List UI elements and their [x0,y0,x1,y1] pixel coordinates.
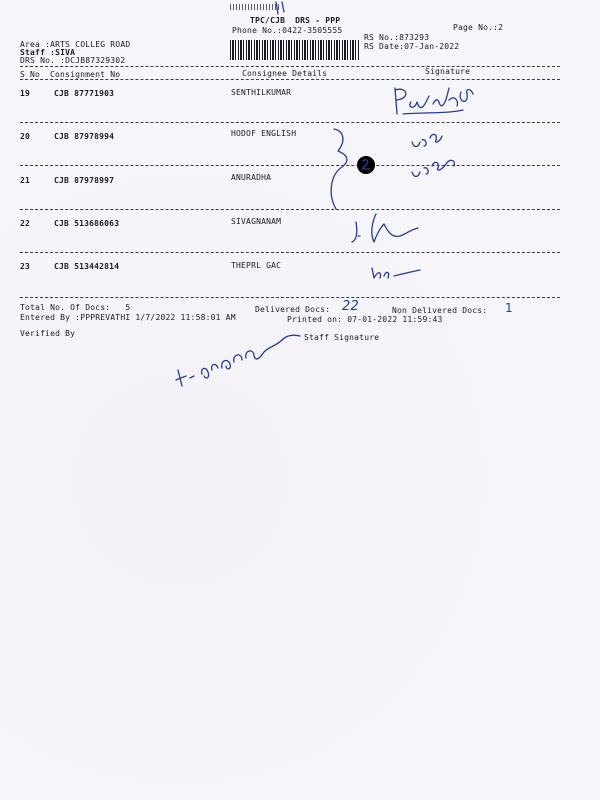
row-divider [20,209,560,210]
row-consignment: CJB 87978994 [54,132,115,141]
col-header-signature: Signature [425,67,471,76]
row22-handwritten-signature [348,210,428,250]
delivered-docs-value: 22 [342,299,359,314]
table-header-divider [20,79,560,80]
table-footer-divider [20,297,560,298]
top-pen-mark [270,0,310,18]
row-consignee: HODOF ENGLISH [231,129,297,138]
drs-number: DRS No. :DCJB87329302 [20,56,126,65]
page-number: Page No.:2 [453,23,504,32]
verified-by-label: Verified By [20,329,76,338]
barcode [230,40,360,60]
delivered-docs-label: Delivered Docs: [255,305,331,314]
phone-number: Phone No.:0422-3505555 [232,26,343,35]
row20-21-bracket-mark [326,125,386,215]
total-docs: Total No. Of Docs: 5 [20,303,131,312]
row-divider [20,165,560,166]
col-header-consignment: Consignment No [50,70,121,79]
document-title: TPC/CJB DRS - PPP [250,16,341,25]
row-consignee: ANURADHA [231,173,272,182]
row-sno: 20 [20,132,31,141]
row23-handwritten-initials [368,262,428,286]
row-divider [20,122,560,123]
staff: Staff :SIVA [20,48,76,57]
row-consignee: SENTHILKUMAR [231,88,292,97]
col-header-consignee: Consignee Details [242,69,328,78]
non-delivered-docs-value: 1 [505,301,513,315]
row-consignee: SIVAGNANAM [231,217,282,226]
rs-number: RS No.:873293 [364,33,430,42]
col-header-sno: S No [20,70,41,79]
row-divider [20,252,560,253]
row-sno: 23 [20,262,31,271]
header-divider [20,66,560,67]
staff-signature-label: Staff Signature [304,333,380,342]
entered-by: Entered By :PPPREVATHI 1/7/2022 11:58:01 AM [20,313,236,322]
row-consignment: CJB 513442814 [54,262,120,271]
staff-handwritten-signature [172,330,312,390]
non-delivered-docs-label: Non Delivered Docs: [392,306,488,315]
row19-handwritten-signature [385,84,475,124]
row-consignment: CJB 87771903 [54,89,115,98]
printed-on: Printed on: 07-01-2022 11:59:43 [287,315,443,324]
row-sno: 19 [20,89,31,98]
row-sno: 22 [20,219,31,228]
rs-date: RS Date:07-Jan-2022 [364,42,460,51]
row-consignment: CJB 87978997 [54,176,115,185]
row-sno: 21 [20,176,31,185]
row-consignee: THEPRL GAC [231,261,282,270]
row20-21-initials [408,122,468,182]
row-consignment: CJB 513686063 [54,219,120,228]
area: Area :ARTS COLLEG ROAD [20,40,131,49]
